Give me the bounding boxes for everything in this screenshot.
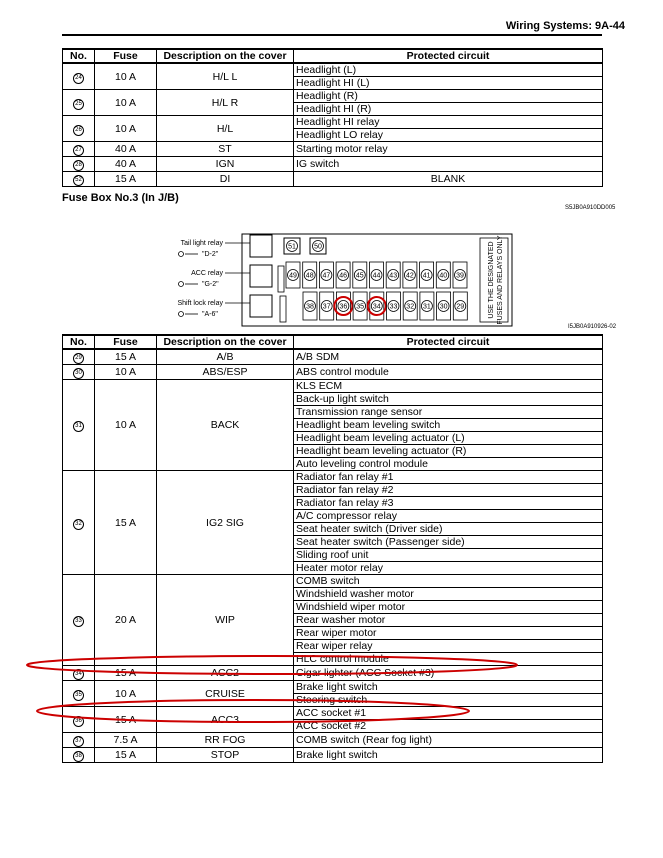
fuse-number-cell bbox=[63, 575, 95, 666]
table-row bbox=[63, 666, 603, 681]
fuse-number: 34 bbox=[73, 669, 84, 680]
table-row bbox=[63, 365, 603, 380]
table-row bbox=[63, 157, 603, 172]
fuse-number: 52 bbox=[73, 175, 84, 186]
cover-description-cell: IGN bbox=[157, 157, 294, 172]
protected-circuit-cell: Seat heater switch (Driver side) bbox=[294, 523, 603, 536]
relay-slot bbox=[250, 235, 272, 257]
fuse-number: 27 bbox=[73, 145, 84, 156]
header-rule bbox=[62, 34, 602, 36]
cover-description-cell: WIP bbox=[157, 575, 294, 666]
protected-circuit-cell: A/C compressor relay bbox=[294, 510, 603, 523]
cover-description-cell: H/L L bbox=[157, 63, 294, 90]
fuse-rating-cell: 10 A bbox=[95, 63, 157, 90]
protected-circuit-cell: Headlight beam leveling switch bbox=[294, 419, 603, 432]
protected-circuit-cell: Seat heater switch (Passenger side) bbox=[294, 536, 603, 549]
protected-circuit-cell: Rear washer motor bbox=[294, 614, 603, 627]
fuse-number-cell bbox=[63, 116, 95, 142]
fuse-number: 42 bbox=[406, 272, 414, 280]
fuse-number-cell bbox=[63, 471, 95, 575]
protected-circuit-cell: Steering switch bbox=[294, 694, 603, 707]
fuse-number: 41 bbox=[422, 272, 431, 280]
protected-circuit-cell: COMB switch (Rear fog light) bbox=[294, 733, 603, 748]
fuse-number: 24 bbox=[73, 73, 84, 84]
table-row bbox=[63, 116, 603, 129]
relay-code: "A-6" bbox=[202, 311, 218, 318]
relay-label: Shift lock relay bbox=[177, 300, 223, 307]
cover-description-cell: ACC3 bbox=[157, 707, 294, 733]
protected-circuit-cell: Headlight (R) bbox=[294, 90, 603, 103]
protected-circuit-cell: A/B SDM bbox=[294, 349, 603, 365]
table-row bbox=[63, 707, 603, 720]
fuse-number: 30 bbox=[73, 368, 84, 379]
fuse-number: 38 bbox=[306, 303, 314, 311]
cover-description-cell: H/L bbox=[157, 116, 294, 142]
fuse-number: 40 bbox=[439, 272, 448, 280]
col-header-description: Description on the cover bbox=[157, 335, 294, 349]
fuse-number-cell bbox=[63, 157, 95, 172]
fuse-number: 32 bbox=[406, 303, 415, 311]
col-header-protected-circuit: Protected circuit bbox=[294, 49, 603, 63]
cover-description-cell: H/L R bbox=[157, 90, 294, 116]
fuse-number-cell bbox=[63, 172, 95, 187]
connector-icon bbox=[179, 312, 184, 317]
relay-slot bbox=[250, 265, 272, 287]
protected-circuit-cell: Brake light switch bbox=[294, 748, 603, 763]
cover-description-cell: ACC2 bbox=[157, 666, 294, 681]
fuse-number: 33 bbox=[73, 616, 84, 627]
fuse-rating-cell: 7.5 A bbox=[95, 733, 157, 748]
protected-circuit-cell: HLC control module bbox=[294, 653, 603, 666]
table-row bbox=[63, 681, 603, 694]
protected-circuit-cell: Sliding roof unit bbox=[294, 549, 603, 562]
fuse-rating-cell: 10 A bbox=[95, 380, 157, 471]
protected-circuit-cell: ABS control module bbox=[294, 365, 603, 380]
protected-circuit-cell: Starting motor relay bbox=[294, 142, 603, 157]
fuse-rating-cell: 10 A bbox=[95, 116, 157, 142]
protected-circuit-cell: IG switch bbox=[294, 157, 603, 172]
fuse-number-cell bbox=[63, 90, 95, 116]
fuse-number: 39 bbox=[456, 272, 464, 280]
fuse-number: 48 bbox=[305, 272, 314, 280]
fuse-number: 29 bbox=[456, 303, 465, 311]
fuse-number: 51 bbox=[288, 243, 296, 251]
fuse-number: 31 bbox=[73, 421, 84, 432]
protected-circuit-cell: ACC socket #1 bbox=[294, 707, 603, 720]
table-row bbox=[63, 172, 603, 187]
col-header-description: Description on the cover bbox=[157, 49, 294, 63]
fuse-number: 32 bbox=[73, 519, 84, 530]
fuse-box-diagram bbox=[170, 230, 520, 330]
fuse-table-2 bbox=[62, 334, 603, 763]
fuse-rating-cell: 40 A bbox=[95, 157, 157, 172]
protected-circuit-cell: Transmission range sensor bbox=[294, 406, 603, 419]
fuse-rating-cell: 20 A bbox=[95, 575, 157, 666]
fuse-number-cell bbox=[63, 380, 95, 471]
fuse-number: 28 bbox=[73, 160, 84, 171]
fuse-number: 37 bbox=[322, 303, 331, 311]
table-row bbox=[63, 90, 603, 103]
fuse-number-cell bbox=[63, 63, 95, 90]
cover-description-cell: RR FOG bbox=[157, 733, 294, 748]
col-header-fuse: Fuse bbox=[95, 49, 157, 63]
relay-label: Tail light relay bbox=[180, 240, 223, 247]
relay-code: "G-2" bbox=[202, 281, 219, 288]
protected-circuit-cell: Headlight beam leveling actuator (L) bbox=[294, 432, 603, 445]
protected-circuit-cell: Headlight beam leveling actuator (R) bbox=[294, 445, 603, 458]
fuse-number: 36 bbox=[73, 716, 84, 727]
fuse-number: 25 bbox=[73, 99, 84, 110]
cover-description-cell: CRUISE bbox=[157, 681, 294, 707]
relay-code: "D-2" bbox=[202, 251, 219, 258]
fuse-table-1 bbox=[62, 48, 603, 187]
protected-circuit-cell: Rear wiper relay bbox=[294, 640, 603, 653]
fuse-number-cell bbox=[63, 365, 95, 380]
fuse-number: 46 bbox=[339, 272, 347, 280]
protected-circuit-cell: Windshield washer motor bbox=[294, 588, 603, 601]
fuse-rating-cell: 15 A bbox=[95, 707, 157, 733]
fuse-number: 26 bbox=[73, 125, 84, 136]
fuse-number-cell bbox=[63, 681, 95, 707]
protected-circuit-cell: Radiator fan relay #1 bbox=[294, 471, 603, 484]
caution-text: FUSES AND RELAYS ONLY bbox=[497, 235, 504, 325]
fuse-rating-cell: 10 A bbox=[95, 90, 157, 116]
protected-circuit-cell: ACC socket #2 bbox=[294, 720, 603, 733]
spare-slot bbox=[278, 266, 284, 292]
fuse-rating-cell: 40 A bbox=[95, 142, 157, 157]
table-row bbox=[63, 63, 603, 77]
protected-circuit-cell: Back-up light switch bbox=[294, 393, 603, 406]
fuse-number: 35 bbox=[356, 303, 364, 311]
relay-slot bbox=[250, 295, 272, 317]
protected-circuit-cell: KLS ECM bbox=[294, 380, 603, 393]
protected-circuit-cell: COMB switch bbox=[294, 575, 603, 588]
fuse-number: 45 bbox=[355, 272, 364, 280]
fuse-number: 47 bbox=[322, 272, 331, 280]
fuse-number: 36 bbox=[339, 303, 348, 311]
spare-slot bbox=[280, 296, 286, 322]
fuse-rating-cell: 15 A bbox=[95, 172, 157, 187]
fuse-rating-cell: 15 A bbox=[95, 666, 157, 681]
fuse-number: 33 bbox=[389, 303, 398, 311]
fuse-number-cell bbox=[63, 733, 95, 748]
protected-circuit-cell: Brake light switch bbox=[294, 681, 603, 694]
fuse-number-cell bbox=[63, 142, 95, 157]
fuse-number: 50 bbox=[314, 243, 322, 251]
table-row bbox=[63, 748, 603, 763]
fuse-rating-cell: 10 A bbox=[95, 365, 157, 380]
fuse-rating-cell: 15 A bbox=[95, 748, 157, 763]
cover-description-cell: A/B bbox=[157, 349, 294, 365]
fuse-box-outline bbox=[242, 234, 512, 326]
table-row bbox=[63, 142, 603, 157]
protected-circuit-cell: Radiator fan relay #2 bbox=[294, 484, 603, 497]
cover-description-cell: IG2 SIG bbox=[157, 471, 294, 575]
fuse-number: 37 bbox=[73, 736, 84, 747]
protected-circuit-cell: Auto leveling control module bbox=[294, 458, 603, 471]
protected-circuit-cell: Headlight HI relay bbox=[294, 116, 603, 129]
figure-ref-bottom: I5JB0A910926-02 bbox=[568, 324, 617, 330]
protected-circuit-cell: Headlight (L) bbox=[294, 63, 603, 77]
fuse-number: 29 bbox=[73, 353, 84, 364]
section-title: Fuse Box No.3 (In J/B) bbox=[62, 192, 179, 204]
cover-description-cell: BACK bbox=[157, 380, 294, 471]
protected-circuit-cell: BLANK bbox=[294, 172, 603, 187]
col-header-no: No. bbox=[63, 335, 95, 349]
table-row bbox=[63, 471, 603, 484]
figure-ref-top: S5JB0A910DD005 bbox=[565, 205, 616, 211]
fuse-number-cell bbox=[63, 748, 95, 763]
protected-circuit-cell: Heater motor relay bbox=[294, 562, 603, 575]
col-header-no: No. bbox=[63, 49, 95, 63]
fuse-number-cell bbox=[63, 666, 95, 681]
col-header-fuse: Fuse bbox=[95, 335, 157, 349]
fuse-rating-cell: 10 A bbox=[95, 681, 157, 707]
caution-text: USE THE DESIGNATED bbox=[488, 241, 495, 319]
connector-icon bbox=[179, 252, 184, 257]
fuse-number: 34 bbox=[372, 303, 381, 311]
table-row bbox=[63, 349, 603, 365]
fuse-rating-cell: 15 A bbox=[95, 471, 157, 575]
fuse-number: 49 bbox=[289, 272, 297, 280]
fuse-number-cell bbox=[63, 349, 95, 365]
fuse-number: 31 bbox=[423, 303, 431, 311]
fuse-number: 38 bbox=[73, 751, 84, 762]
fuse-number: 43 bbox=[389, 272, 398, 280]
protected-circuit-cell: Cigar lighter (ACC Socket #3) bbox=[294, 666, 603, 681]
fuse-number: 44 bbox=[372, 272, 381, 280]
connector-icon bbox=[179, 282, 184, 287]
cover-description-cell: STOP bbox=[157, 748, 294, 763]
protected-circuit-cell: Radiator fan relay #3 bbox=[294, 497, 603, 510]
page-header-title: Wiring Systems: 9A-44 bbox=[505, 20, 625, 32]
cover-description-cell: DI bbox=[157, 172, 294, 187]
cover-description-cell: ST bbox=[157, 142, 294, 157]
col-header-protected-circuit: Protected circuit bbox=[294, 335, 603, 349]
protected-circuit-cell: Headlight HI (L) bbox=[294, 77, 603, 90]
protected-circuit-cell: Windshield wiper motor bbox=[294, 601, 603, 614]
cover-description-cell: ABS/ESP bbox=[157, 365, 294, 380]
fuse-number: 35 bbox=[73, 690, 84, 701]
protected-circuit-cell: Headlight HI (R) bbox=[294, 103, 603, 116]
table-row bbox=[63, 380, 603, 393]
table-row bbox=[63, 733, 603, 748]
table-row bbox=[63, 575, 603, 588]
fuse-number-cell bbox=[63, 707, 95, 733]
fuse-rating-cell: 15 A bbox=[95, 349, 157, 365]
relay-label: ACC relay bbox=[191, 270, 223, 277]
fuse-number: 30 bbox=[439, 303, 448, 311]
protected-circuit-cell: Rear wiper motor bbox=[294, 627, 603, 640]
protected-circuit-cell: Headlight LO relay bbox=[294, 129, 603, 142]
